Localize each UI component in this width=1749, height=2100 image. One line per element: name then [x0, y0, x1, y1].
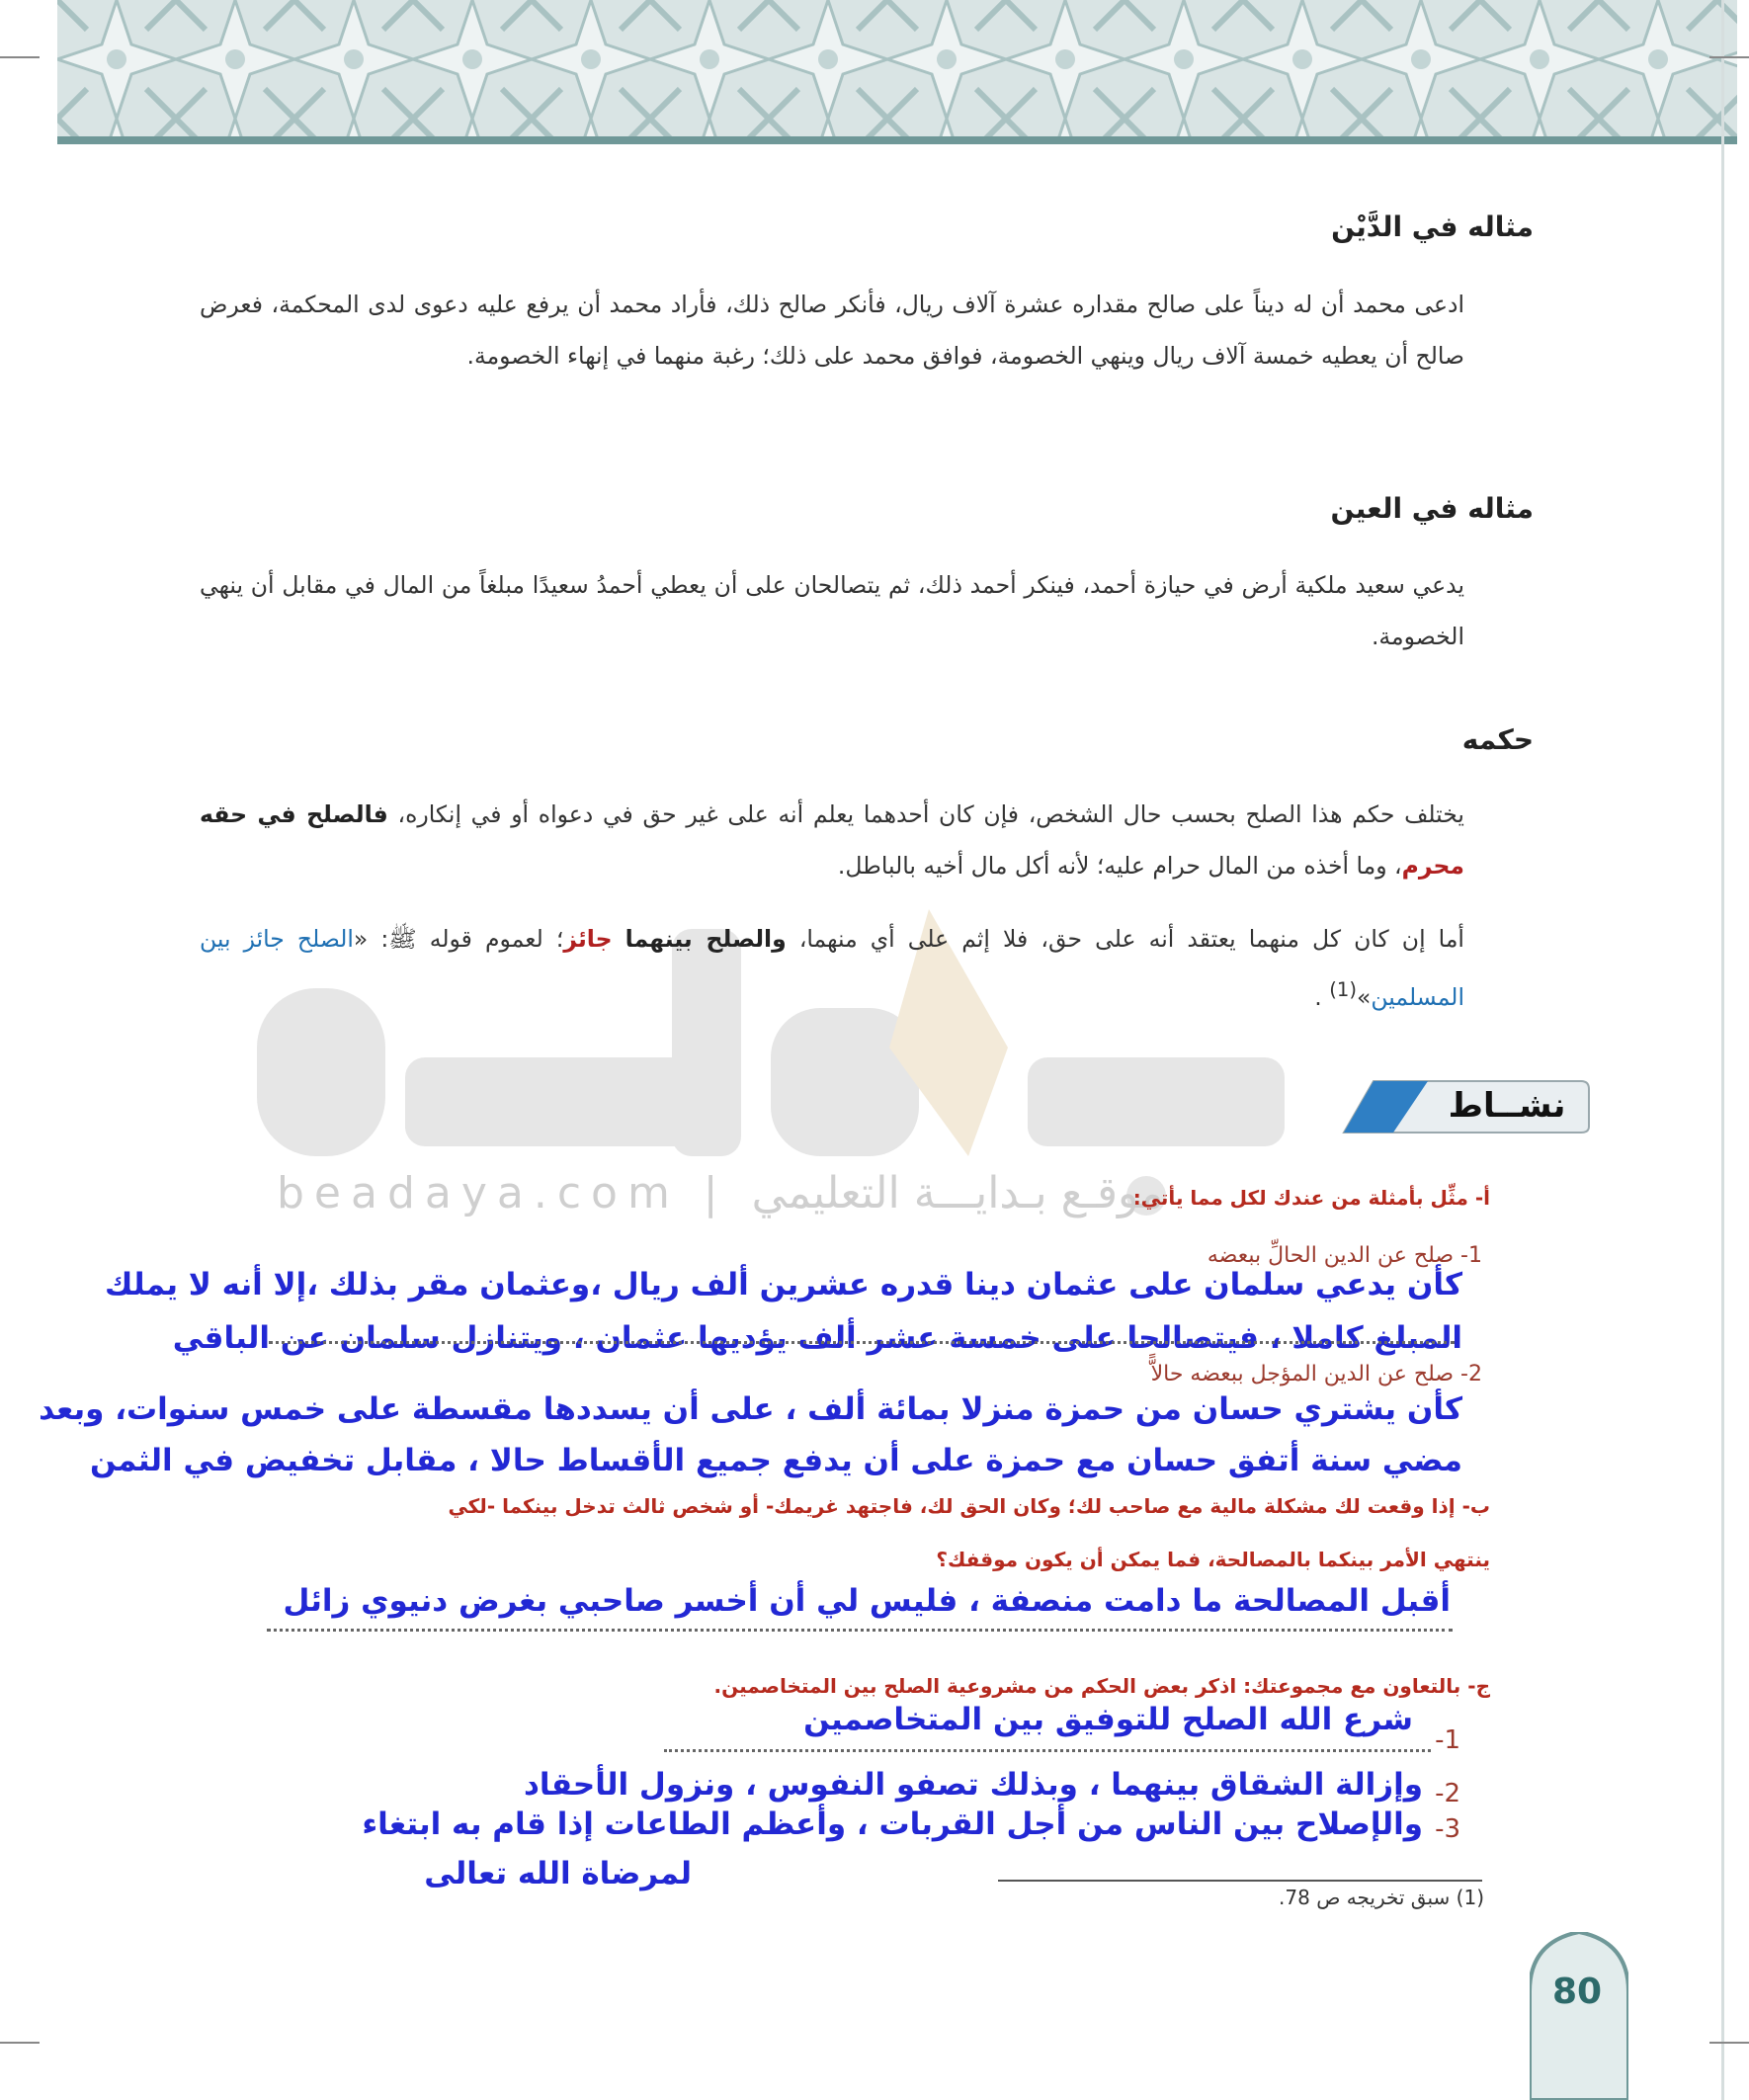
watermark-url: beadaya.com | موقـع بـدايـــة التعليمي [277, 1168, 1164, 1218]
item-1-answer-line-1: كأن يدعي سلمان على عثمان دينا قدره عشرين ألف ريال ،وعثمان مقر بذلك ،إلا أنه لا يملك [105, 1267, 1462, 1302]
ruling-2-end: » [1357, 982, 1372, 1011]
answer-line [269, 1341, 1455, 1344]
islamic-pattern-icon [57, 0, 1737, 140]
item-2-answer-line-2: مضي سنة أتفق حسان مع حمزة على أن يدفع جميع الأقساط حالا ، مقابل تخفيض في الثمن [90, 1443, 1462, 1478]
crop-mark [1709, 56, 1749, 58]
side-border [1721, 0, 1724, 2100]
c-3-answer-line-2: لمرضاة الله تعالى [424, 1856, 692, 1891]
c-2-number: 2- [1435, 1779, 1460, 1808]
ruling-2-dot: . [1314, 982, 1322, 1011]
ruling-1-text: يختلف حكم هذا الصلح بحسب حال الشخص، فإن كان أحدهما يعلم أنه على غير حق في دعواه أو في إنكاره، [397, 800, 1464, 828]
ruling-1-forbidden: محرم [1401, 852, 1464, 880]
footnote-rule [998, 1880, 1482, 1882]
ruling-2-bold: والصلح بينهما [625, 925, 787, 953]
answer-b: أقبل المصالحة ما دامت منصفة ، فليس لي أن أخسر صاحبي بغرض دنيوي زائل [283, 1583, 1451, 1619]
ruling-2-text: أما إن كان كل منهما يعتقد أنه على حق، فلا إثم على أي منهما، [798, 925, 1464, 953]
item-1-label: 1- صلح عن الدين الحالِّ ببعضه [1207, 1243, 1482, 1268]
answer-line [267, 1629, 1453, 1632]
c-1-answer: شرع الله الصلح للتوفيق بين المتخاصمين [803, 1702, 1413, 1737]
activity-label: نشــاط [1448, 1086, 1566, 1126]
paragraph-debt-example: ادعى محمد أن له ديناً على صالح مقداره عشرة آلاف ريال، فأنكر صالح ذلك، فأراد محمد أن يرفع عليه دعوى لدى المحكمة، فعرض صالح أن يعطيه خمسة آلاف ريال وينهي الخصومة، فوافق محمد على ذلك؛ رغبة منهما في إنهاء الخصومة. [200, 291, 1464, 370]
crop-mark [1709, 2042, 1749, 2044]
ruling-2-permitted: جائز [563, 925, 613, 953]
question-b-line-1: ب- إذا وقعت لك مشكلة مالية مع صاحب لك؛ وكان الحق لك، فاجتهد غريمك- أو شخص ثالث تدخل بينكما -لكي [448, 1494, 1490, 1518]
item-1-answer-line-2: المبلغ كاملا ، فيتصالحا على خمسة عشر ألف يؤديها عثمان ، ويتنازل سلمان عن الباقي [172, 1320, 1462, 1356]
item-2-label: 2- صلح عن الدين المؤجل ببعضه حالاًّ [1150, 1362, 1482, 1386]
paragraph-ruling-2 [200, 913, 1464, 1023]
c-3-answer-line-1: والإصلاح بين الناس من أجل القربات ، وأعظم الطاعات إذا قام به ابتغاء [362, 1806, 1423, 1842]
answer-line [664, 1749, 1431, 1752]
heading-property-example: مثاله في العين [1330, 492, 1534, 525]
header-rule [57, 136, 1737, 144]
heading-debt-example: مثاله في الدَّيْن [1331, 210, 1534, 243]
paragraph-property-example: يدعي سعيد ملكية أرض في حيازة أحمد، فينكر أحمد ذلك، ثم يتصالحان على أن يعطي أحمدُ سعيدًا مبلغاً من المال في مقابل أن ينهي الخصومة. [200, 571, 1464, 650]
item-2-answer-line-1: كأن يشتري حسان من حمزة منزلا بمائة ألف ، على أن يسددها مقسطة على خمس سنوات، وبعد [39, 1391, 1462, 1427]
question-a: أ- مثِّل بأمثلة من عندك لكل مما يأتي: [1132, 1186, 1490, 1210]
c-2-answer: وإزالة الشقاق بينهما ، وبذلك تصفو النفوس ، ونزول الأحقاد [524, 1767, 1423, 1803]
page-number-tab [1530, 1932, 1628, 2100]
c-1-number: 1- [1435, 1725, 1460, 1755]
page-number: 80 [1551, 1972, 1603, 2012]
c-3-number: 3- [1435, 1814, 1460, 1844]
question-c: ج- بالتعاون مع مجموعتك: اذكر بعض الحكم من مشروعية الصلح بين المتخاصمين. [713, 1674, 1490, 1698]
heading-ruling: حكمه [1461, 723, 1534, 756]
paragraph-ruling-1 [200, 789, 1464, 891]
ruling-1-bold: فالصلح في حقه [200, 800, 388, 828]
crop-mark [0, 2042, 40, 2044]
ruling-2-mid: ؛ لعموم قوله ﷺ: « [353, 925, 564, 953]
question-b-line-2: ينتهي الأمر بينكما بالمصالحة، فما يمكن أن يكون موقفك؟ [936, 1548, 1490, 1571]
hadith-text: الصلح جائز بين المسلمين [200, 925, 1464, 1011]
decorative-header [57, 0, 1737, 140]
footnote-ref: (1) [1329, 978, 1358, 1001]
footnote: (1) سبق تخريجه ص 78. [1279, 1886, 1484, 1909]
ruling-1-rest: ، وما أخذه من المال حرام عليه؛ لأنه أكل مال أخيه بالباطل. [837, 852, 1402, 880]
crop-mark [0, 56, 40, 58]
